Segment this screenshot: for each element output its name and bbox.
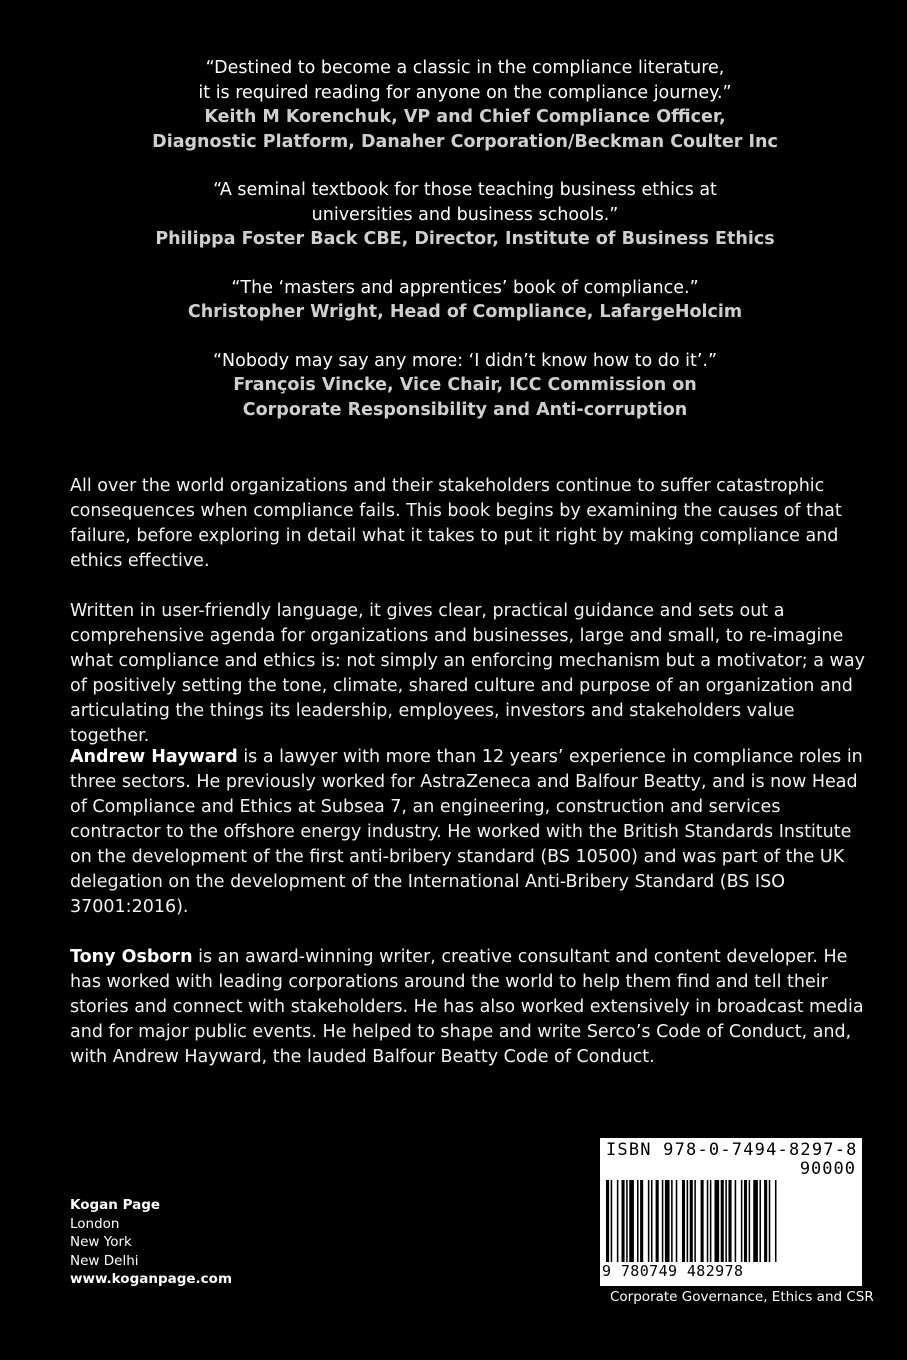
author-name: Andrew Hayward xyxy=(70,747,238,767)
endorsements xyxy=(100,56,830,446)
quote-line: it is required reading for anyone on the compliance journey.” xyxy=(198,82,732,103)
quote-source: Corporate Responsibility and Anti-corruption xyxy=(242,399,688,420)
isbn-number: ISBN 978-0-7494-8297-8 xyxy=(606,1140,858,1160)
subject-category: Corporate Governance, Ethics and CSR xyxy=(610,1289,874,1305)
quote-line: universities and business schools.” xyxy=(311,204,619,225)
publisher-info xyxy=(70,1196,232,1289)
publisher-website: www.koganpage.com xyxy=(70,1271,233,1287)
quote-line: “A seminal textbook for those teaching business ethics at xyxy=(213,180,717,200)
endorsement-korenchuk xyxy=(100,56,830,154)
author-bio-hayward xyxy=(70,745,870,920)
ean-digits: 9 780749 482978 xyxy=(602,1262,744,1280)
author-bio-text: is an award-winning writer, creative consultant and content developer. He has worked with leading corporations around the world to help them find and tell their stories and connect with stakeholders. He has also worked extensively in broadcast media and for major public events. He helped to shape and write Serco’s Code of Conduct, and, with Andrew Hayward, the lauded Balfour Beatty Code of Conduct. xyxy=(70,947,864,1067)
publisher-city: London xyxy=(70,1215,120,1232)
description-paragraph: All over the world organizations and their stakeholders continue to suffer catastrophic consequences when compliance fails. This book begins by examining the causes of that failure, before exploring in detail what it takes to put it right by making compliance and ethics effective. xyxy=(70,476,842,571)
quote-source: Keith M Korenchuk, VP and Chief Compliance Officer, xyxy=(204,107,726,127)
quote-source: Philippa Foster Back CBE, Director, Institute of Business Ethics xyxy=(155,229,775,249)
book-description xyxy=(70,474,870,774)
quote-source: Diagnostic Platform, Danaher Corporation/Beckman Coulter Inc xyxy=(152,131,778,152)
endorsement-vincke xyxy=(100,349,830,423)
description-paragraph: Written in user-friendly language, it gives clear, practical guidance and sets out a comprehensive agenda for organizations and businesses, large and small, to re-imagine what compliance and ethics is: not simply an enforcing mechanism but a motivator; a way of positively setting the tone, climate, shared culture and purpose of an organization and articulating the things its leadership, employees, investors and stakeholders value together. xyxy=(70,601,865,746)
publisher-city: New York xyxy=(70,1234,132,1250)
isbn-barcode xyxy=(600,1138,862,1286)
price-code: 90000 xyxy=(799,1159,856,1179)
quote-source: Christopher Wright, Head of Compliance, LafargeHolcim xyxy=(187,302,743,322)
publisher-city: New Delhi xyxy=(70,1252,139,1269)
quote-line: “Nobody may say any more: ‘I didn’t know how to do it’.” xyxy=(212,350,718,371)
endorsement-wright xyxy=(100,276,830,325)
quote-source: François Vincke, Vice Chair, ICC Commission on xyxy=(233,375,697,395)
author-bio-osborn xyxy=(70,945,870,1070)
author-bio-text: is a lawyer with more than 12 years’ experience in compliance roles in three sectors. He previously worked for AstraZeneca and Balfour Beatty, and is now Head of Compliance and Ethics at Subsea 7, an engineering, construction and services contractor to the offshore energy industry. He worked with the British Standards Institute on the development of the first anti-bribery standard (BS 10500) and was part of the UK delegation on the development of the International Anti-Bribery Standard (BS ISO 37001:2016). xyxy=(70,747,863,917)
barcode-bars xyxy=(606,1180,856,1262)
author-bios xyxy=(70,745,870,1095)
author-name: Tony Osborn xyxy=(70,947,193,967)
quote-line: “The ‘masters and apprentices’ book of compliance.” xyxy=(231,277,699,298)
publisher-name: Kogan Page xyxy=(70,1197,161,1213)
quote-line: “Destined to become a classic in the compliance literature, xyxy=(205,58,725,78)
endorsement-foster-back xyxy=(100,178,830,252)
